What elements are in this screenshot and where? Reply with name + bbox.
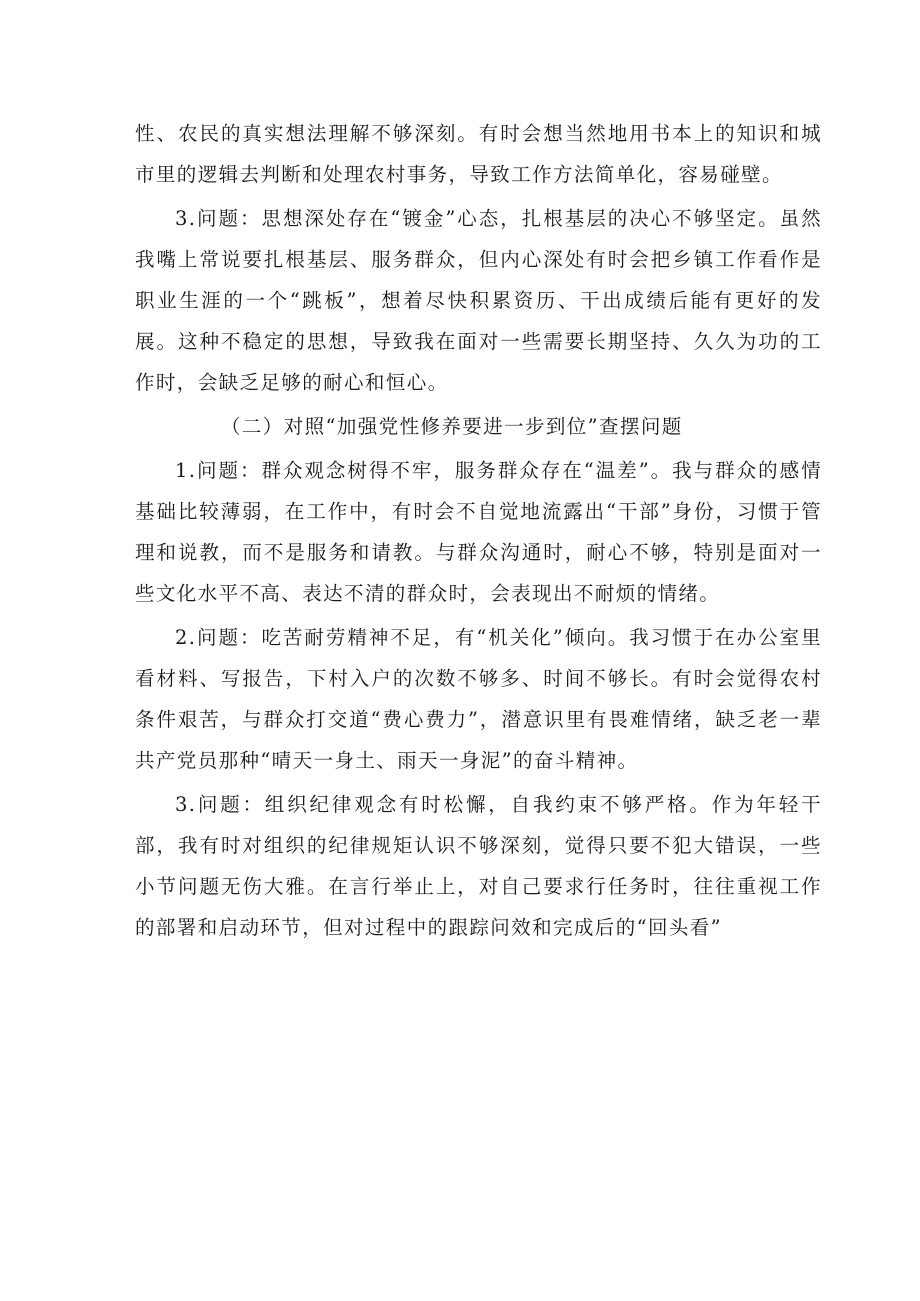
paragraph-problem-3-discipline: 3.问题：组织纪律观念有时松懈，自我约束不够严格。作为年轻干部，我有时对组织的纪律规矩认识不够深刻，觉得只要不犯大错误，一些小节问题无伤大雅。在言行举止上，对自己要求行任务时，往往重视工作的部署和启动环节，但对过程中的跟踪问效和完成后的“回头看” — [135, 793, 822, 939]
section-heading-party-spirit: （二）对照“加强党性修养要进一步到位”查摆问题 — [221, 415, 683, 438]
paragraph-problem-2-hardship-spirit: 2.问题：吃苦耐劳精神不足，有“机关化”倾向。我习惯于在办公室里看材料、写报告，下村入户的次数不够多、时间不够长。有时会觉得农村条件艰苦，与群众打交道“费心费力”，潜意识里有畏难情绪，缺乏老一辈共产党员那种“晴天一身土、雨天一身泥”的奋斗精神。 — [135, 626, 822, 772]
paragraph-problem-3-gilding-mentality: 3.问题：思想深处存在“镀金”心态，扎根基层的决心不够坚定。虽然我嘴上常说要扎根基层、服务群众，但内心深处有时会把乡镇工作看作是职业生涯的一个“跳板”，想着尽快积累资历、干出成绩后能有更好的发展。这种不稳定的思想，导致我在面对一些需要长期坚持、久久为功的工作时，会缺乏足够的耐心和恒心。 — [135, 207, 822, 394]
paragraph-continuation: 性、农民的真实想法理解不够深刻。有时会想当然地用书本上的知识和城市里的逻辑去判断和处理农村事务，导致工作方法简单化，容易碰壁。 — [135, 122, 822, 186]
paragraph-problem-1-mass-concept: 1.问题：群众观念树得不牢，服务群众存在“温差”。我与群众的感情基础比较薄弱，在工作中，有时会不自觉地流露出“干部”身份，习惯于管理和说教，而不是服务和请教。与群众沟通时，耐心不够，特别是面对一些文化水平不高、表达不清的群众时，会表现出不耐烦的情绪。 — [135, 459, 822, 605]
